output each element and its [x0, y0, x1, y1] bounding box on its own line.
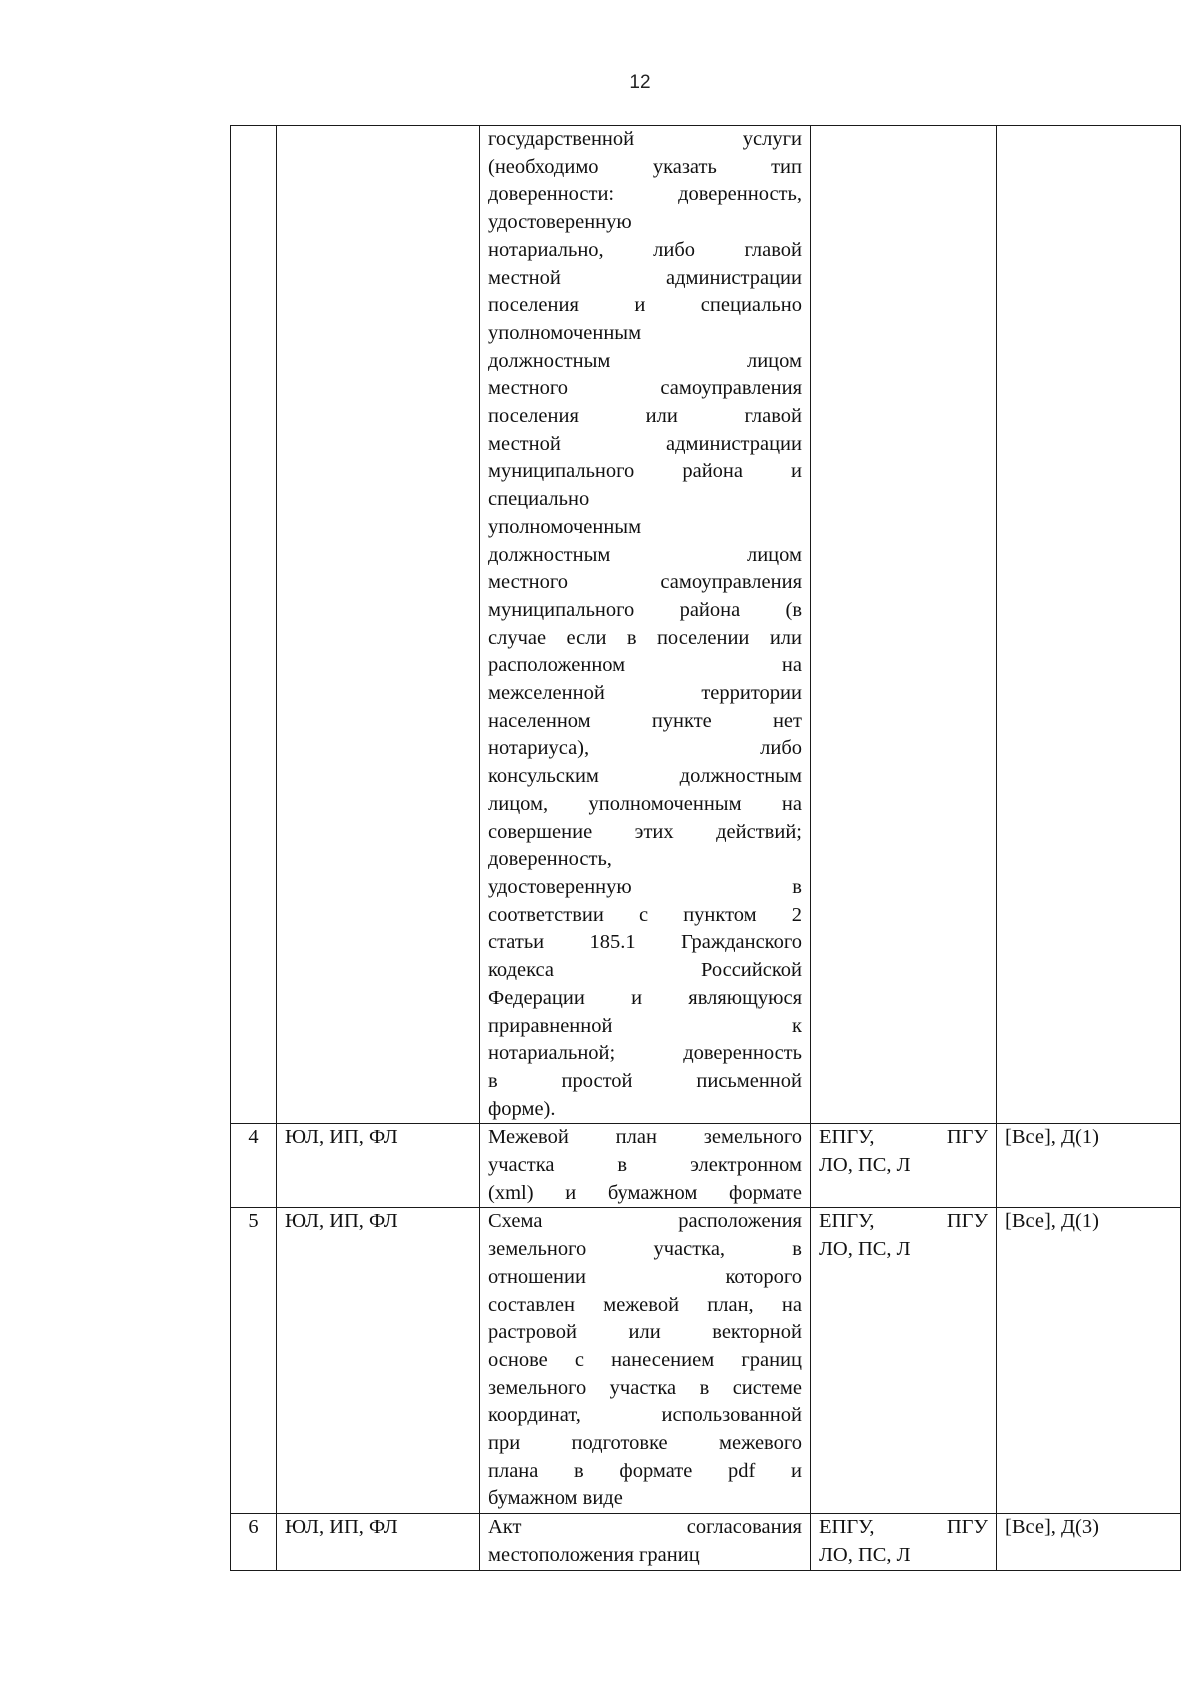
document-text-line: в простой письменной [488, 1069, 802, 1092]
document-text-line: расположенном на [488, 654, 802, 677]
document-text-line: доверенности: доверенность, [488, 183, 802, 206]
document-text-line: уполномоченным [488, 515, 642, 538]
document-text-line: составлен межевой план, на [488, 1293, 802, 1316]
channels-text-line: ЛО, ПС, Л [819, 1154, 911, 1177]
applicability-note-cell [997, 126, 1181, 1124]
document-description-cell [480, 1124, 811, 1208]
submission-channels-cell [811, 1208, 997, 1514]
document-text-line: соответствии с пунктом 2 [488, 903, 802, 926]
document-text-line: земельного участка, в [488, 1238, 802, 1261]
channels-text-line: ЕПГУ, ПГУ [819, 1516, 988, 1539]
document-text-line: статьи 185.1 Гражданского [488, 931, 802, 954]
document-text-line: муниципального района (в [488, 598, 802, 621]
document-text-line: должностным лицом [488, 543, 802, 566]
document-text-line: удостоверенную [488, 211, 632, 234]
document-text-line: форме). [488, 1097, 556, 1120]
document-text-line: доверенность, [488, 848, 612, 871]
document-text-line: совершение этих действий; [488, 820, 802, 843]
applicability-note-cell: [Все], Д(1) [997, 1208, 1181, 1514]
document-text-line: плана в формате pdf и [488, 1459, 802, 1482]
document-text-line: должностным лицом [488, 349, 802, 372]
document-text-line: растровой или векторной [488, 1321, 802, 1344]
table-row [231, 126, 1181, 1124]
channels-text-line: ЛО, ПС, Л [819, 1543, 911, 1566]
document-text-line: приравненной к [488, 1014, 802, 1037]
document-text-line: Федерации и являющуюся [488, 986, 802, 1009]
document-text-line: муниципального района и [488, 460, 802, 483]
document-text-line: местоположения границ [488, 1543, 700, 1566]
document-text-line: уполномоченным [488, 321, 642, 344]
document-text-line: кодекса Российской [488, 959, 802, 982]
document-text-line: межселенной территории [488, 682, 802, 705]
applicant-cell [277, 126, 480, 1124]
row-number-cell: 5 [231, 1208, 277, 1514]
applicability-note-cell: [Все], Д(3) [997, 1514, 1181, 1570]
document-text-line: случае если в поселении или [488, 626, 802, 649]
table-row [231, 1514, 1181, 1570]
document-text-line: земельного участка в системе [488, 1376, 802, 1399]
document-text-line: местной администрации [488, 432, 802, 455]
submission-channels-cell [811, 1124, 997, 1208]
document-description-cell [480, 1514, 811, 1570]
document-text-line: координат, использованной [488, 1404, 802, 1427]
document-text-line: удостоверенную в [488, 875, 802, 898]
document-text-line: Акт согласования [488, 1516, 802, 1539]
applicant-cell: ЮЛ, ИП, ФЛ [277, 1514, 480, 1570]
applicability-note-cell: [Все], Д(1) [997, 1124, 1181, 1208]
document-text-line: нотариуса), либо [488, 737, 802, 760]
channels-text-line: ЕПГУ, ПГУ [819, 1210, 988, 1233]
document-text-line: нотариальной; доверенность [488, 1042, 802, 1065]
document-text-line: поселения или главой [488, 405, 802, 428]
document-text-line: местного самоуправления [488, 571, 802, 594]
channels-text-line: ЛО, ПС, Л [819, 1238, 911, 1261]
channels-text-line: ЕПГУ, ПГУ [819, 1126, 988, 1149]
document-text-line: нотариально, либо главой [488, 238, 802, 261]
table-row [231, 1208, 1181, 1514]
document-text-line: бумажном виде [488, 1487, 623, 1510]
document-text-line: государственной услуги [488, 128, 802, 150]
document-text-line: отношении которого [488, 1265, 802, 1288]
submission-channels-cell [811, 1514, 997, 1570]
row-number-cell [231, 126, 277, 1124]
document-text-line: Межевой план земельного [488, 1126, 802, 1149]
document-description-cell [480, 1208, 811, 1514]
document-text-line: поселения и специально [488, 294, 802, 317]
document-text-line: лицом, уполномоченным на [488, 792, 802, 815]
document-text-line: основе с нанесением границ [488, 1348, 802, 1371]
applicant-cell: ЮЛ, ИП, ФЛ [277, 1124, 480, 1208]
table-row [231, 1124, 1181, 1208]
document-text-line: специально [488, 488, 590, 511]
document-text-line: местного самоуправления [488, 377, 802, 400]
document-text-line: (xml) и бумажном формате [488, 1181, 802, 1204]
documents-table [230, 125, 1181, 1571]
applicant-cell: ЮЛ, ИП, ФЛ [277, 1208, 480, 1514]
document-text-line: участка в электронном [488, 1154, 802, 1177]
page-number: 12 [629, 72, 651, 93]
document-text-line: населенном пункте нет [488, 709, 802, 732]
row-number-cell: 6 [231, 1514, 277, 1570]
submission-channels-cell [811, 126, 997, 1124]
document-text-line: (необходимо указать тип [488, 155, 802, 178]
document-text-line: Схема расположения [488, 1210, 802, 1233]
document-text-line: местной администрации [488, 266, 802, 289]
document-text-line: при подготовке межевого [488, 1432, 802, 1455]
document-text-line: консульским должностным [488, 765, 802, 788]
row-number-cell: 4 [231, 1124, 277, 1208]
document-description-cell [480, 126, 811, 1124]
